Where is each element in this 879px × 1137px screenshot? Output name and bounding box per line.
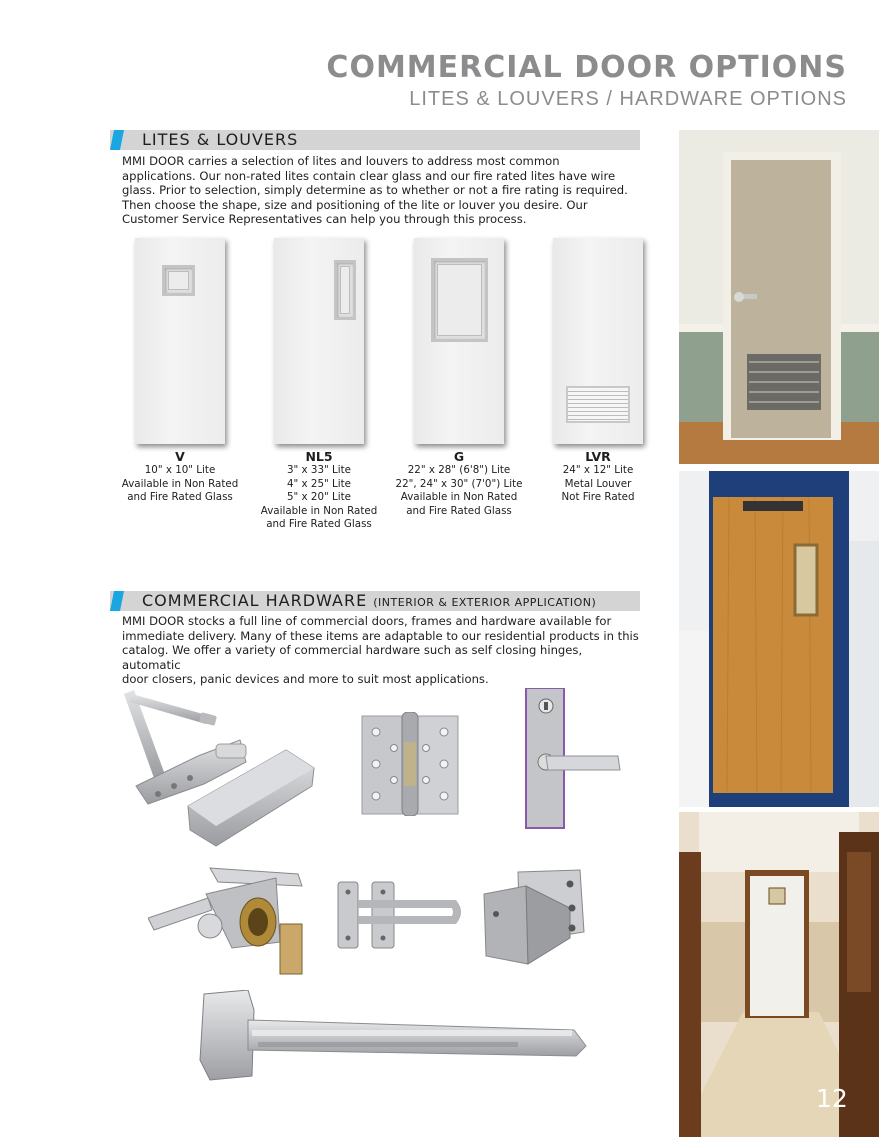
door-v-illustration xyxy=(135,238,225,444)
door-spec-line: and Fire Rated Glass xyxy=(127,491,233,504)
door-spec-line: Not Fire Rated xyxy=(561,491,635,504)
door-spec-line: 5" x 20" Lite xyxy=(286,491,351,504)
louvered-door-photo xyxy=(679,130,879,464)
door-code: LVR xyxy=(585,449,611,464)
door-spec-line: 22", 24" x 30" (7'0") Lite xyxy=(395,477,523,490)
page-number: 12 xyxy=(816,1084,848,1113)
door-spec-line: Available in Non Rated xyxy=(400,491,518,504)
door-spec-line: and Fire Rated Glass xyxy=(406,504,512,517)
lites-description-line: Customer Service Representatives can help you through this process. xyxy=(122,212,527,227)
door-code: G xyxy=(453,449,465,464)
door-nl5-lite xyxy=(334,260,356,320)
spring-hinge-image xyxy=(360,712,460,816)
hardware-description-line: immediate delivery. Many of these items are adaptable to our residential products in this xyxy=(122,628,639,643)
door-code: V xyxy=(175,449,185,464)
door-spec-line: Metal Louver xyxy=(564,477,632,490)
door-spec-line: 10" x 10" Lite xyxy=(144,464,216,476)
door-nl5-illustration xyxy=(274,238,364,444)
hardware-description xyxy=(122,614,642,687)
door-holder-image xyxy=(480,868,590,968)
hardware-section-note: (INTERIOR & EXTERIOR APPLICATION) xyxy=(373,596,597,609)
lites-section-title: LITES & LOUVERS xyxy=(142,130,299,149)
door-spec-line: Available in Non Rated xyxy=(121,477,239,490)
door-guard-image xyxy=(334,880,462,952)
hardware-description-line: MMI DOOR stocks a full line of commercial doors, frames and hardware available for xyxy=(122,614,612,628)
door-g-illustration xyxy=(414,238,504,444)
door-spec-line: 3" x 33" Lite xyxy=(286,464,351,476)
section-accent-stripe xyxy=(110,591,124,611)
wood-door-photo xyxy=(679,471,879,807)
door-spec-line: Available in Non Rated xyxy=(260,504,378,517)
door-spec-line: 4" x 25" Lite xyxy=(286,477,351,490)
hardware-description-line: door closers, panic devices and more to suit most applications. xyxy=(122,672,489,687)
door-spec-line: 22" x 28" (6'8") Lite xyxy=(407,464,511,476)
door-v-caption xyxy=(110,450,250,505)
door-lvr-illustration xyxy=(553,238,643,444)
hardware-description-line: catalog. We offer a variety of commercial hardware such as self closing hinges, automatic xyxy=(122,643,583,672)
hardware-section-header xyxy=(110,591,640,611)
page-title: COMMERCIAL DOOR OPTIONS xyxy=(326,50,847,85)
door-nl5-caption xyxy=(249,450,389,532)
lever-lockset-image xyxy=(148,866,308,976)
door-spec-line: and Fire Rated Glass xyxy=(266,518,372,531)
lites-description-line: applications. Our non-rated lites contain clear glass and our fire rated lites have wire xyxy=(122,168,616,183)
door-g-lite xyxy=(431,258,488,342)
lites-section-header xyxy=(110,130,640,150)
lites-description-line: Then choose the shape, size and positioning of the lite or louver you desire. Our xyxy=(122,197,588,212)
door-lvr-louver xyxy=(566,386,630,423)
hardware-section-title-text: COMMERCIAL HARDWARE xyxy=(142,591,368,610)
lites-description xyxy=(122,154,642,227)
lites-description-line: MMI DOOR carries a selection of lites and louvers to address most common xyxy=(122,154,560,168)
hallway-door-photo xyxy=(679,812,879,1137)
panic-bar-image xyxy=(192,990,590,1082)
lever-trim-image xyxy=(524,688,624,830)
door-closer-image xyxy=(118,686,318,848)
page-subtitle: LITES & LOUVERS / HARDWARE OPTIONS xyxy=(409,88,847,110)
door-lvr-caption xyxy=(528,450,668,505)
section-accent-stripe xyxy=(110,130,124,150)
hardware-section-title xyxy=(142,591,596,613)
door-spec-line: 24" x 12" Lite xyxy=(562,464,634,476)
door-v-lite xyxy=(162,265,195,296)
lites-description-line: glass. Prior to selection, simply determine as to whether or not a fire rating is required. xyxy=(122,183,628,198)
door-g-caption xyxy=(389,450,529,518)
door-code: NL5 xyxy=(305,449,333,464)
